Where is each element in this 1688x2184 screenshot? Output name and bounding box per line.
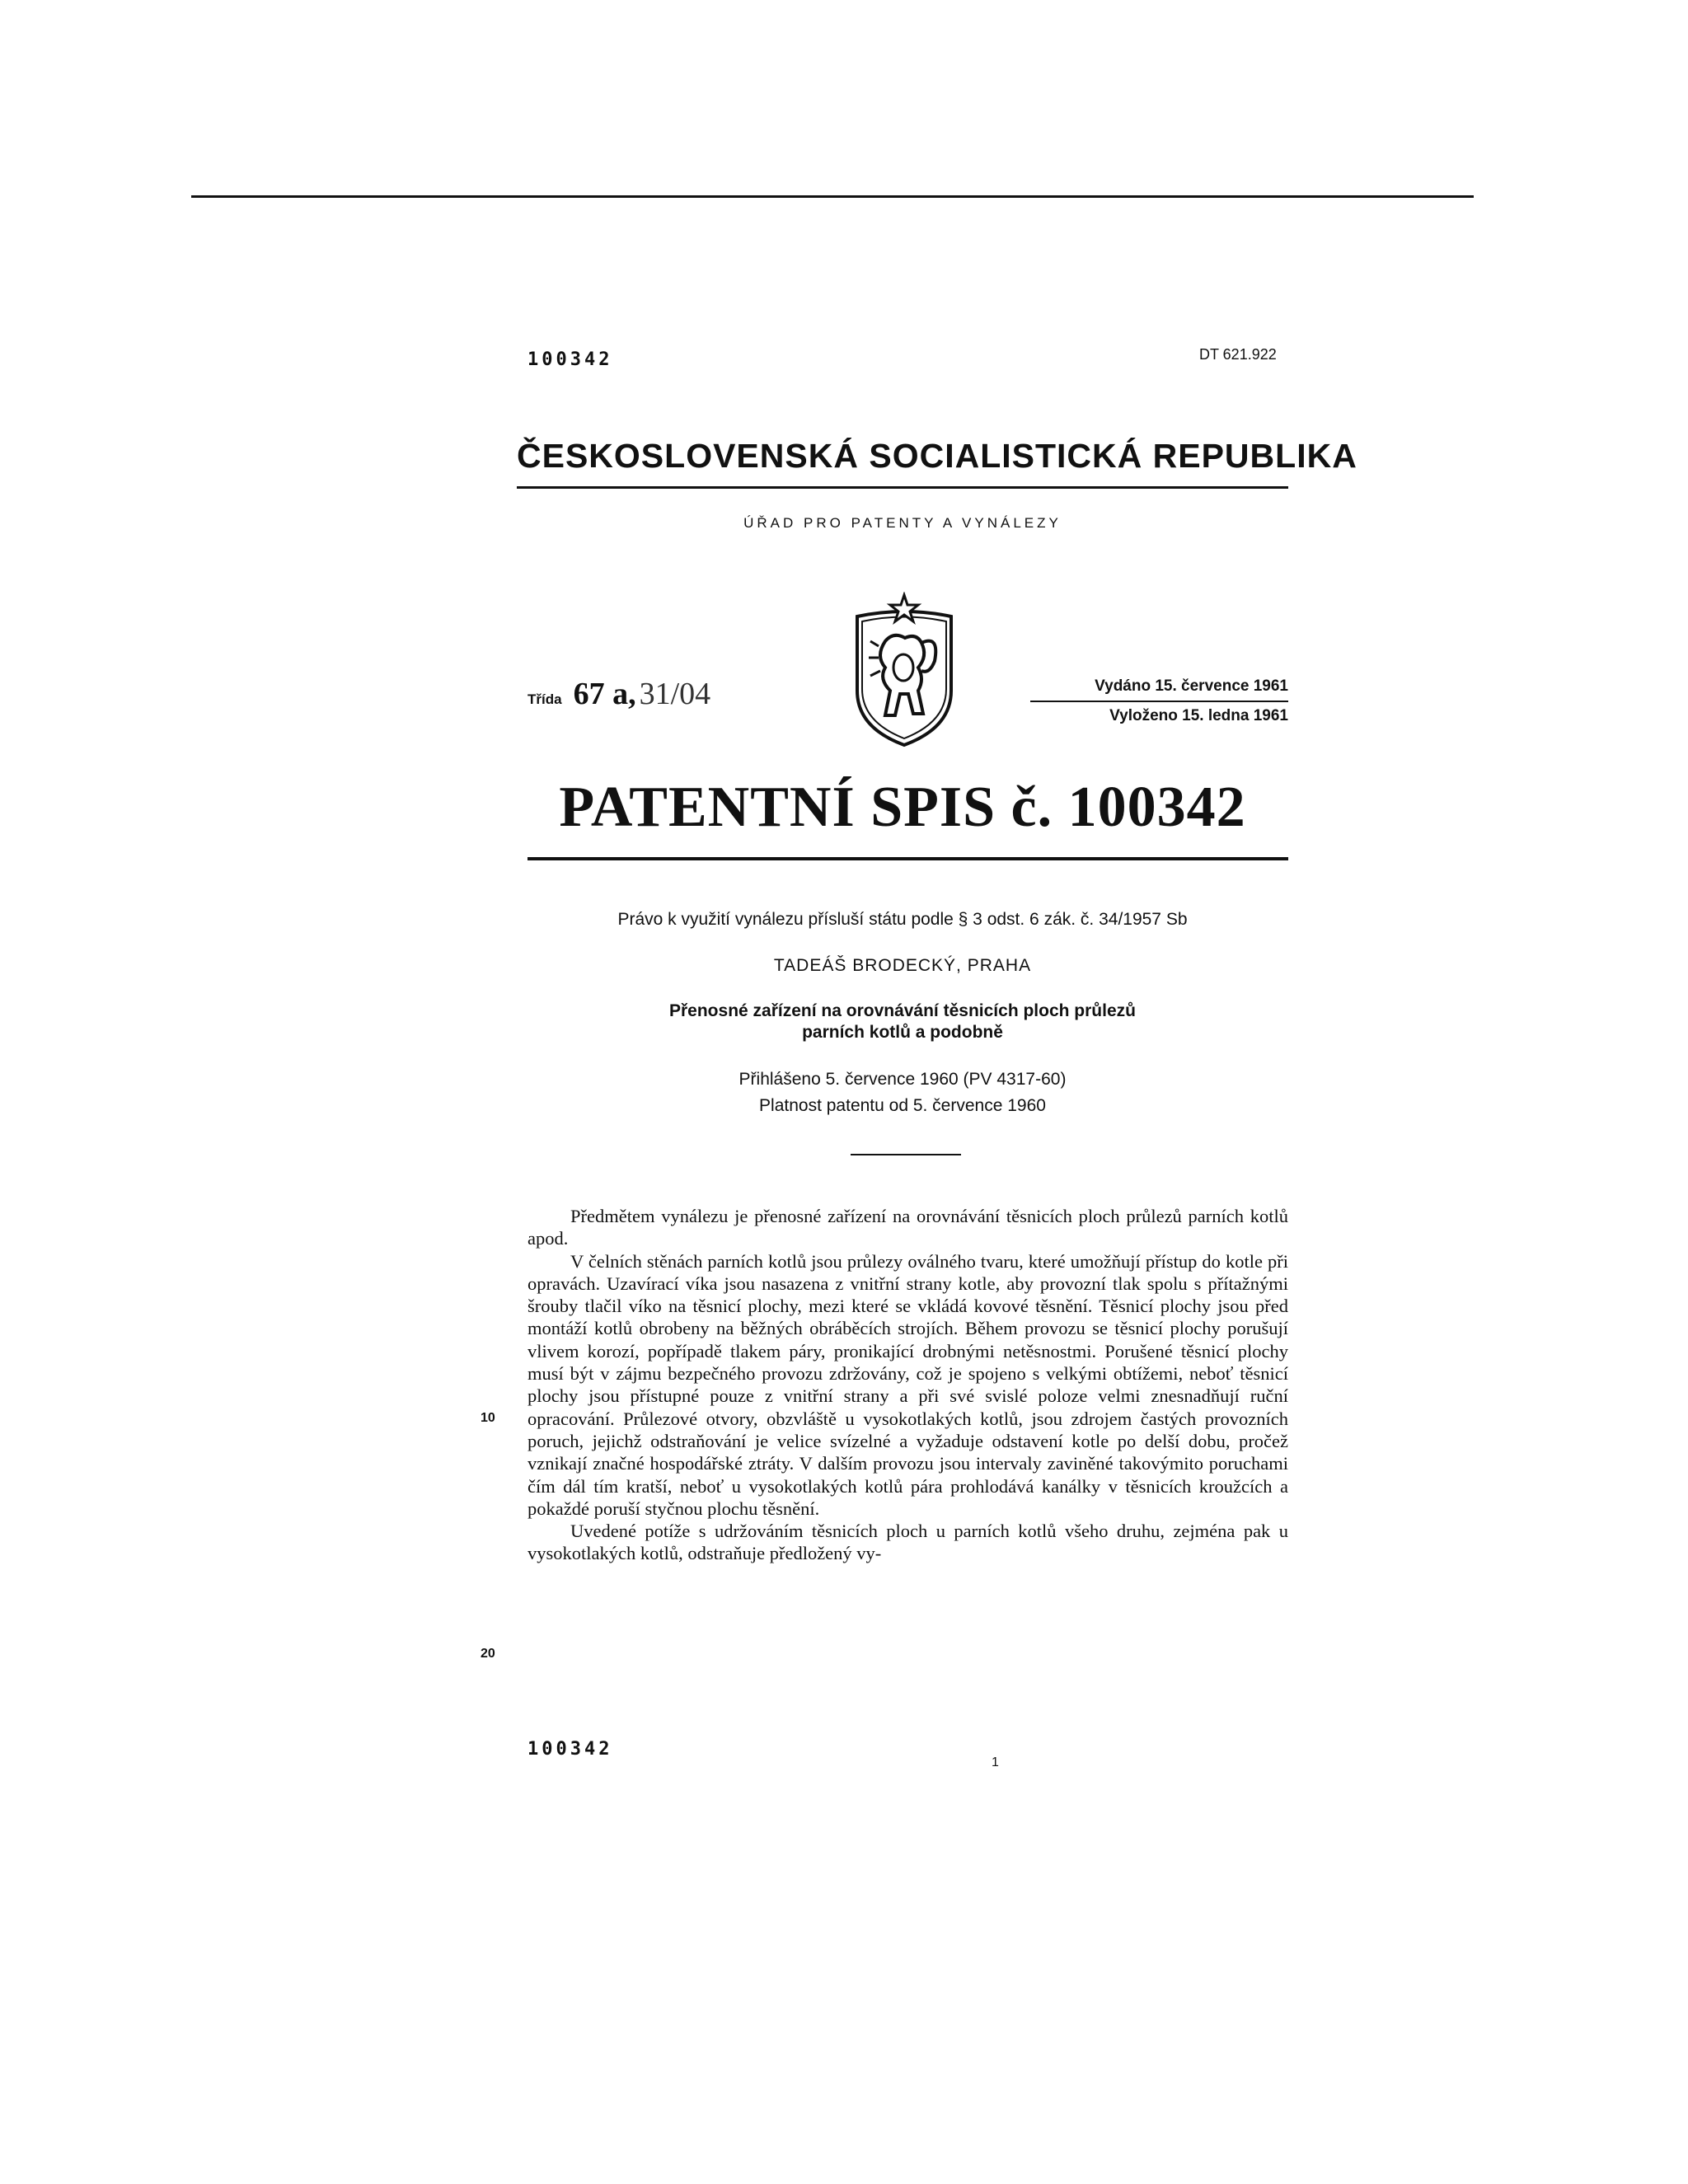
office-name: ÚŘAD PRO PATENTY A VYNÁLEZY xyxy=(743,515,1062,531)
issued-date: Vydáno 15. července 1961 xyxy=(1030,677,1288,702)
patent-title: PATENTNÍ SPIS č. 100342 xyxy=(559,776,1246,839)
publication-dates xyxy=(1030,677,1288,725)
filing-info xyxy=(517,1066,1288,1119)
invention-title-line2: parních kotlů a podobně xyxy=(802,1023,1003,1042)
classification-label: Třída xyxy=(528,691,562,707)
page-number: 1 xyxy=(992,1755,999,1769)
republic-rule xyxy=(517,486,1288,489)
classification-subclass: 31/04 xyxy=(639,677,711,711)
body-paragraph: Předmětem vynálezu je přenosné zařízení na orovnávání těsnicích ploch průlezů parních kotlů apod. xyxy=(528,1206,1288,1249)
republic-heading: ČESKOSLOVENSKÁ SOCIALISTICKÁ REPUBLIKA xyxy=(517,437,1357,475)
invention-title xyxy=(517,1001,1288,1043)
patent-owner: TADEÁŠ BRODECKÝ, PRAHA xyxy=(773,956,1032,975)
body-text xyxy=(528,1205,1288,1565)
top-rule xyxy=(191,195,1474,198)
state-emblem-icon xyxy=(842,592,966,748)
invention-title-line1: Přenosné zařízení na orovnávání těsnicích ploch průlezů xyxy=(669,1001,1136,1020)
rights-statement: Právo k využití vynálezu přísluší státu podle § 3 odst. 6 zák. č. 34/1957 Sb xyxy=(617,910,1188,929)
header-doc-number: 100342 xyxy=(528,349,613,370)
published-date: Vyloženo 15. ledna 1961 xyxy=(1109,707,1288,724)
line-number-10: 10 xyxy=(481,1411,495,1425)
body-paragraph: Uvedené potíže s udržováním těsnicích ploch u parních kotlů všeho druhu, zejména pak u vysokotlakých kotlů, odstraňuje předložený vy- xyxy=(528,1521,1288,1564)
dt-code: DT 621.922 xyxy=(1199,346,1277,363)
title-rule xyxy=(528,857,1288,860)
filed-date: Přihlášeno 5. července 1960 (PV 4317-60) xyxy=(738,1070,1067,1089)
valid-date: Platnost patentu od 5. července 1960 xyxy=(759,1096,1046,1115)
footer-doc-number: 100342 xyxy=(528,1739,613,1760)
classification xyxy=(528,676,710,712)
classification-number: 67 a, xyxy=(573,677,636,711)
separator-rule xyxy=(851,1154,961,1155)
body-paragraph: V čelních stěnách parních kotlů jsou průlezy oválného tvaru, které umožňují přístup do kotle při opravách. Uzavírací víka jsou nasazena z vnitřní strany kotle, aby provozní tlak spolu s přítažnými šrouby tlačil víko na těsnicí plochy, mezi které se vkládá kovové těsnění. Těsnicí plochy jsou před montáží kotlů obrobeny na běžných obráběcích strojích. Během provozu se těsnicí plochy porušují vlivem korozí, popřípadě tlakem páry, pronikající drobnými netěsnostmi. Porušené těsnicí plochy musí být v zájmu bezpečného provozu zdržovány, což je spojeno s velkými obtížemi, neboť těsnicí plochy jsou přístupné pouze z vnitřní strany a při své svislé poloze velmi znesnadňují ruční opracování. Průlezové otvory, obzvláště u vysokotlakých kotlů, jsou zdrojem častých provozních poruch, jejichž odstraňování je velice svízelné a vyžaduje odstavení kotle po delší dobu, pročež vznikají značné hospodářské ztráty. V dalším provozu jsou intervaly zaviněné takovýmito poruchami čím dál tím kratší, neboť u vysokotlakých kotlů pára prohlodává kanálky v těsnicích kroužcích a pokaždé poruší styčnou plochu těsnění. xyxy=(528,1250,1288,1519)
line-number-20: 20 xyxy=(481,1647,495,1661)
